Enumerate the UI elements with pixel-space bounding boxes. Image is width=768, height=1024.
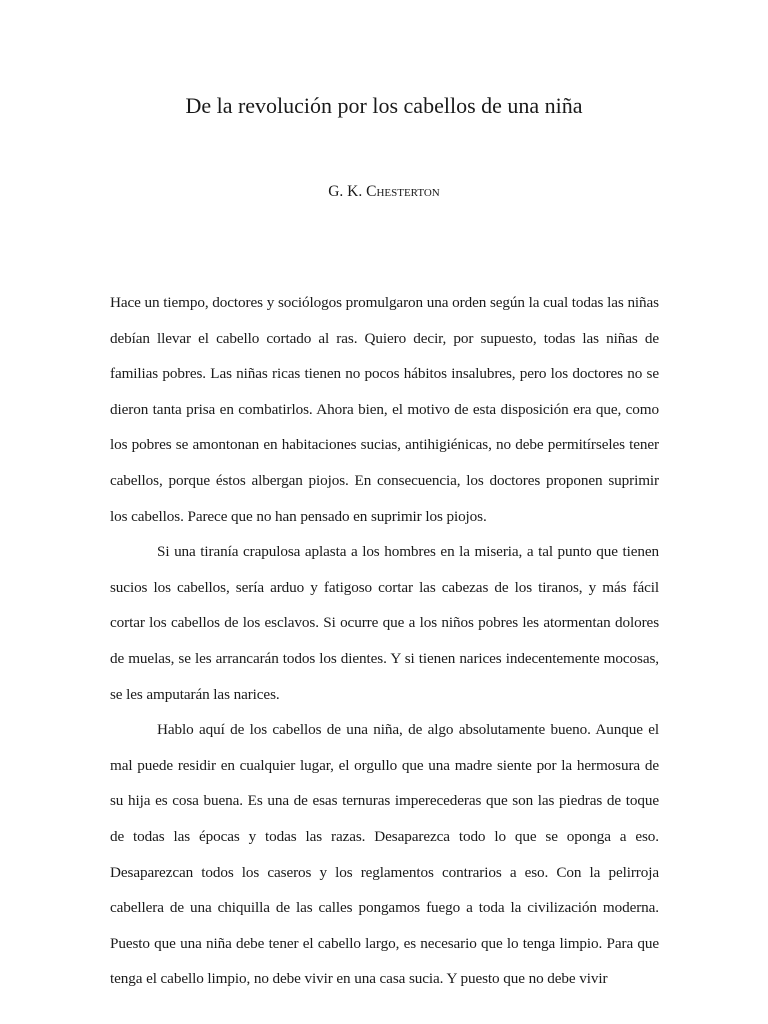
- document-title: De la revolución por los cabellos de una niña: [185, 93, 583, 118]
- author-byline: [0, 181, 768, 203]
- author-initials: G. K.: [328, 183, 367, 200]
- paragraph-2: Si una tiranía crapulosa aplasta a los hombres en la miseria, a tal punto que tienen sucios los cabellos, sería arduo y fatigoso cortar las cabezas de los tiranos, y más fácil cortar los cabellos de los esclavos. Si ocurre que a los niños pobres les atormentan dolores de muelas, se les arrancarán todos los dientes. Y si tienen narices indecentemente mocosas, se les amputarán las narices.: [110, 543, 659, 703]
- author-surname: Chesterton: [366, 183, 440, 200]
- paragraph-3: Hablo aquí de los cabellos de una niña, de algo absolutamente bueno. Aunque el mal puede residir en cualquier lugar, el orgullo que una madre siente por la hermosura de su hija es cosa buena. Es una de esas ternuras imperecederas que son las piedras de toque de todas las épocas y todas las razas. Desaparezca todo lo que se oponga a eso. Desaparezcan todos los caseros y los reglamentos contrarios a eso. Con la pelirroja cabellera de una chiquilla de las calles pongamos fuego a toda la civilización moderna. Puesto que una niña debe tener el cabello largo, es necesario que lo tenga limpio. Para que tenga el cabello limpio, no debe vivir en una casa sucia. Y puesto que no debe vivir: [110, 721, 659, 988]
- paragraph-1: Hace un tiempo, doctores y sociólogos promulgaron una orden según la cual todas las niñas debían llevar el cabello cortado al ras. Quiero decir, por supuesto, todas las niñas de familias pobres. Las niñas ricas tienen no pocos hábitos insalubres, pero los doctores no se dieron tanta prisa en combatirlos. Ahora bien, el motivo de esta disposición era que, como los pobres se amontonan en habitaciones sucias, antihigiénicas, no debe permitírseles tener cabellos, porque éstos albergan piojos. En consecuencia, los doctores proponen suprimir los cabellos. Parece que no han pensado en suprimir los piojos.: [110, 294, 659, 525]
- body-text: [110, 285, 659, 997]
